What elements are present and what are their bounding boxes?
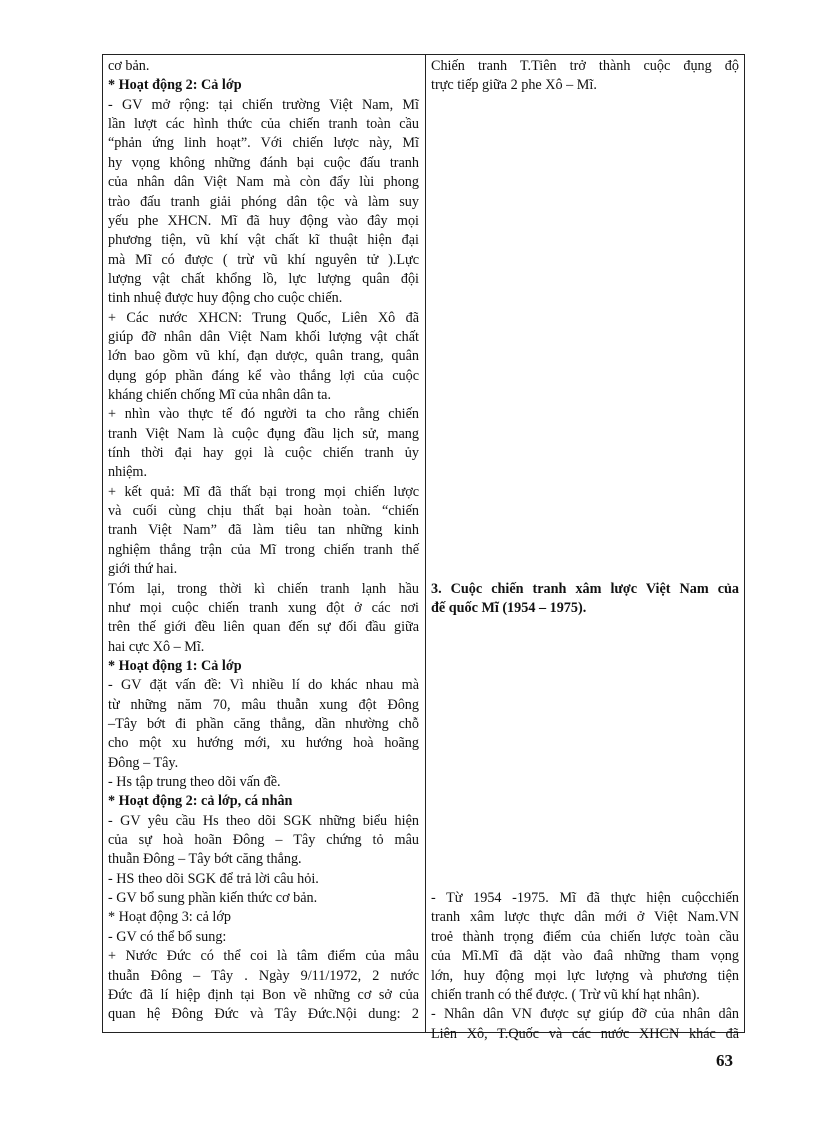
text-line: - GV đặt vấn đề: Vì nhiều lí do khác nhau mà: [108, 677, 419, 694]
text-line: giới thứ hai.: [108, 561, 178, 578]
activity-heading: * Hoạt động 2: cả lớp, cá nhân: [108, 793, 293, 810]
text-line: hy vọng không những đánh bại cuộc đấu tranh: [108, 154, 419, 171]
text-line: lượng vật chất khổng lồ, lực lượng quân đội: [108, 270, 419, 287]
section-heading: 3. Cuộc chiến tranh xâm lược Việt Nam của: [431, 580, 739, 597]
text-line: - Hs tập trung theo dõi vấn đề.: [108, 774, 281, 790]
text-line: chiến tranh có thể được. ( Trừ vũ khí hạt nhân).: [431, 986, 700, 1003]
lesson-table: [102, 54, 745, 1042]
text-line: giúp đỡ nhân dân Việt Nam khối lượng vật chất: [108, 328, 419, 345]
text-line: và cuối cùng chịu thất bại hoàn toàn. “chiến: [108, 503, 419, 520]
text-line: trào đấu tranh giải phóng dân tộc và làm suy: [108, 193, 419, 210]
activity-heading: * Hoạt động 2: Cả lớp: [108, 77, 242, 94]
text-line: kháng chiến chống Mĩ của nhân dân ta.: [108, 387, 331, 403]
text-line: tranh xâm lược thực dân mới ở Việt Nam.VN: [431, 909, 739, 926]
text-line: tinh nhuệ được huy động cho cuộc chiến.: [108, 290, 343, 307]
text-line: Chiến tranh T.Tiên trở thành cuộc đụng độ: [431, 58, 739, 74]
text-line: của sự hoà hoãn Đông – Tây chứng tỏ mâu: [108, 832, 419, 848]
text-line: cơ bản.: [108, 58, 150, 74]
text-line: yếu phe XHCN. Mĩ đã huy động vào đây mọi: [108, 212, 419, 229]
text-line: trực tiếp giữa 2 phe Xô – Mĩ.: [431, 77, 597, 94]
text-line: lớn bao gồm vũ khí, đạn dược, quân trang, quân: [108, 348, 419, 365]
text-line: Đức đã lí hiệp định tại Bon về những cơ sở của: [108, 986, 419, 1003]
text-line: nhiệm.: [108, 464, 148, 481]
text-line: thuẫn Đông – Tây . Ngày 9/11/1972, 2 nước: [108, 967, 419, 984]
text-line: - GV mở rộng: tại chiến trường Việt Nam, Mĩ: [108, 96, 419, 113]
text-line: lần lượt các hình thức của chiến tranh toàn cầu: [108, 116, 419, 133]
text-line: –Tây bớt đi phần căng thẳng, dần nhường chỗ: [108, 715, 419, 732]
text-line: + Các nước XHCN: Trung Quốc, Liên Xô đã: [108, 309, 419, 326]
activity-heading: * Hoạt động 1: Cả lớp: [108, 657, 242, 674]
text-line: hai cực Xô – Mĩ.: [108, 638, 205, 655]
text-line: mà Mĩ có được ( trừ vũ khí nguyên tử ).Lực: [108, 251, 419, 268]
text-line: từ những năm 70, mâu thuẫn xung đột Đông: [108, 696, 419, 713]
text-line: của nhân dân Việt Nam mà còn đẩy lùi phong: [108, 174, 419, 191]
text-line: nghiệm thắng trận của Mĩ trong chiến tranh thế: [108, 541, 419, 558]
section-heading: đế quốc Mĩ (1954 – 1975).: [431, 599, 587, 616]
knowledge-content-column: [426, 55, 745, 1042]
text-line: thuẫn Đông – Tây bớt căng thẳng.: [108, 851, 302, 868]
text-line: phương tiện, vũ khí vật chất kĩ thuật hiện đại: [108, 232, 419, 249]
text-line: lớn, huy động mọi lực lượng và phương tiện: [431, 967, 739, 984]
text-line: + kết quả: Mĩ đã thất bại trong mọi chiến lược: [108, 483, 419, 500]
text-line: dụng góp phần đáng kể vào thắng lợi của cuộc: [108, 367, 419, 384]
text-line: + nhìn vào thực tế đó người ta cho rằng chiến: [108, 406, 419, 423]
text-line: troẻ thành trọng điểm của chiến lược toàn cầu: [431, 928, 739, 945]
text-line: - GV có thể bổ sung:: [108, 928, 227, 945]
text-line: cho một xu hướng mới, xu hướng hoà hoãng: [108, 735, 419, 752]
text-line: - HS theo dõi SGK để trả lời câu hỏi.: [108, 870, 319, 887]
text-line: - GV bổ sung phần kiến thức cơ bản.: [108, 890, 318, 907]
text-line: “phản ứng linh hoạt”. Với chiến lược này, Mĩ: [108, 135, 419, 152]
text-line: - Từ 1954 -1975. Mĩ đã thực hiện cuộcchiến: [431, 890, 739, 907]
text-line: - Nhân dân VN được sự giúp đỡ của nhân dân: [431, 1006, 739, 1023]
teacher-student-activity-column: [103, 55, 426, 1033]
text-line: của Mĩ.Mĩ đã dặt vào đaâ những tham vọng: [431, 948, 739, 965]
text-line: - GV yêu cầu Hs theo dõi SGK những biểu hiện: [108, 812, 419, 829]
text-line: tranh Việt Nam là cuộc đụng đầu lịch sử, mang: [108, 425, 419, 442]
text-line: như mọi cuộc chiến tranh xung đột ở các nơi: [108, 599, 419, 616]
text-line: Đông – Tây.: [108, 754, 179, 771]
text-line: + Nước Đức có thể coi là tâm điểm của mâu: [108, 948, 419, 965]
text-line: Liên Xô, T.Quốc và các nước XHCN khác đã: [431, 1025, 739, 1042]
table-row: [103, 55, 745, 1033]
text-line: * Hoạt động 3: cả lớp: [108, 909, 231, 926]
text-line: tính thời đại hay gọi là cuộc chiến tranh ủy: [108, 445, 419, 461]
text-line: quan hệ Đông Đức và Tây Đức.Nội dung: 2: [108, 1006, 419, 1023]
text-line: tranh Việt Nam” đã làm tiêu tan những kinh: [108, 522, 419, 539]
text-line: trên thế giới đều liên quan đến sự đối đầu giữa: [108, 619, 419, 636]
text-line: Tóm lại, trong thời kì chiến tranh lạnh hầu: [108, 580, 419, 597]
page-number: 63: [716, 1051, 733, 1070]
